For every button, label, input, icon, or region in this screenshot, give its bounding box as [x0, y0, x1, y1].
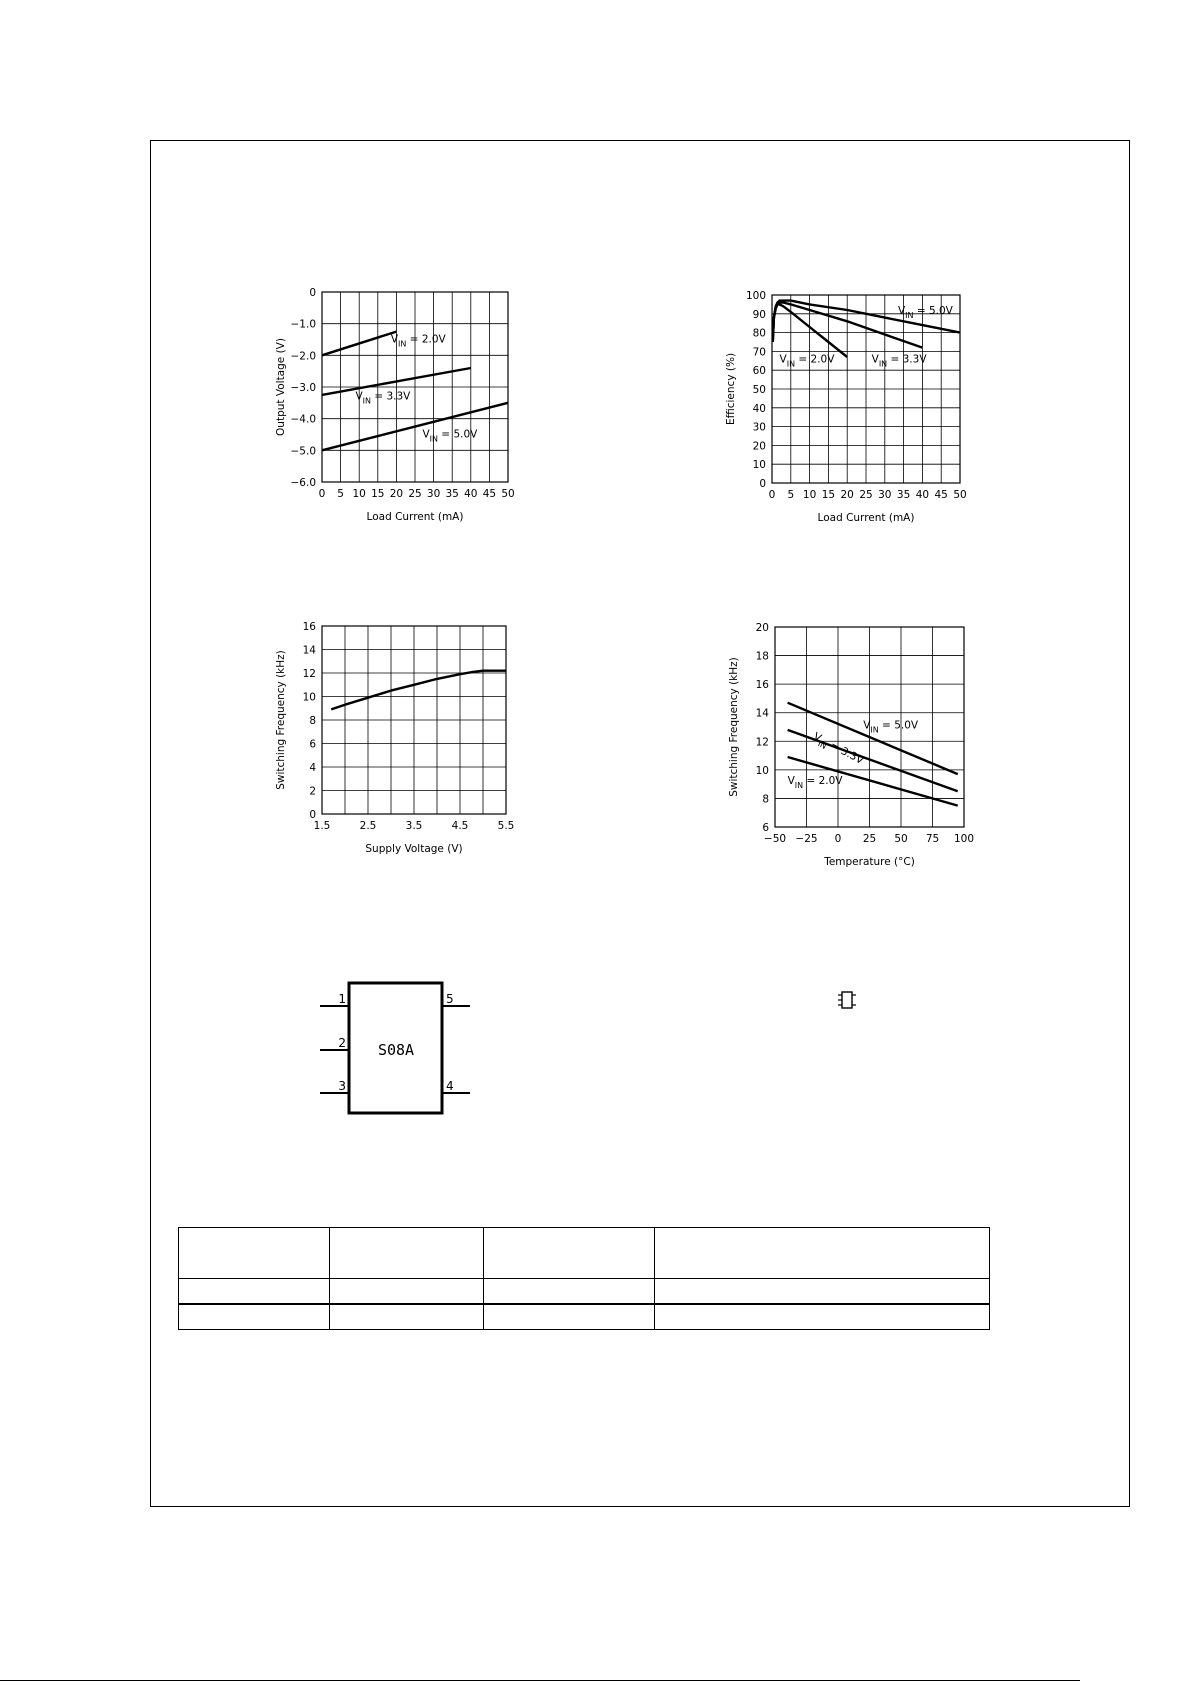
x-tick-label: 25: [408, 488, 422, 500]
y-tick-label: −2.0: [290, 350, 316, 363]
x-tick-label: 4.5: [451, 820, 469, 832]
x-tick-label: 1.5: [313, 820, 331, 832]
y-tick-label: 12: [302, 668, 316, 680]
y-tick-label: 100: [745, 290, 766, 302]
series-annotation: $V_{IN} = 2.0V$: [390, 333, 446, 349]
y-tick-label: −5.0: [290, 445, 316, 458]
y-tick-label: 20: [752, 440, 766, 453]
y-tick-label: −3.0: [290, 382, 316, 394]
x-tick-label: 45: [934, 489, 948, 501]
chart-svg: [695, 613, 994, 877]
y-axis-label: Efficiency (%): [725, 352, 737, 426]
table-cell: [655, 1304, 990, 1330]
table-cell: [179, 1279, 330, 1305]
x-tick-label: 10: [352, 488, 366, 500]
x-tick-label: 40: [464, 488, 478, 500]
x-tick-label: 5.5: [497, 820, 515, 832]
table-cell: [330, 1279, 484, 1305]
table-row: [179, 1304, 990, 1330]
y-tick-label: 10: [302, 691, 316, 704]
y-tick-label: −1.0: [290, 318, 316, 331]
y-tick-label: 8: [309, 715, 316, 727]
frequency-vs-temperature-chart: [695, 613, 994, 877]
x-tick-label: 2.5: [359, 820, 377, 832]
package-pinout-diagram: [300, 970, 480, 1120]
x-tick-label: 30: [878, 489, 892, 501]
x-tick-label: 0: [834, 833, 842, 845]
page-bottom-rule: [0, 1680, 1080, 1681]
table-cell: [655, 1279, 990, 1305]
y-tick-label: 8: [762, 793, 769, 806]
y-axis-label: Output Voltage (V): [275, 338, 287, 436]
series-annotation: $V_{IN} = 5.0V$: [863, 719, 919, 735]
y-tick-label: 2: [309, 785, 316, 798]
y-tick-label: 40: [752, 402, 766, 415]
pin-4-label: 4: [446, 1079, 454, 1093]
table-header-row: [179, 1228, 990, 1279]
series-annotation: $V_{IN} = 2.0V$: [787, 775, 843, 791]
x-tick-label: 35: [896, 489, 911, 501]
package-icon: [836, 989, 858, 1011]
x-axis-label: Load Current (mA): [366, 511, 464, 523]
y-tick-label: 18: [755, 650, 769, 663]
pin-2-label: 2: [338, 1036, 346, 1050]
y-tick-label: 4: [309, 762, 316, 774]
x-tick-label: 15: [371, 488, 385, 500]
x-tick-label: 30: [426, 488, 441, 500]
y-tick-label: 80: [752, 327, 766, 340]
frequency-vs-supply-chart: [242, 612, 536, 864]
x-tick-label: 0: [768, 489, 776, 501]
y-tick-label: 70: [752, 346, 766, 359]
x-tick-label: 0: [318, 488, 326, 500]
series-annotation: $V_{IN} = 3.3V$: [811, 730, 866, 767]
y-axis-label: Switching Frequency (kHz): [275, 650, 287, 790]
x-tick-label: 100: [953, 833, 975, 845]
y-tick-label: 20: [755, 622, 769, 634]
x-axis-label: Temperature (°C): [824, 856, 915, 868]
x-tick-label: 35: [445, 488, 459, 500]
x-tick-label: 25: [859, 489, 873, 501]
y-tick-label: 10: [752, 459, 766, 472]
table-header-cell: [179, 1228, 330, 1279]
output-voltage-chart: [242, 278, 538, 532]
y-tick-label: 10: [755, 764, 769, 777]
y-tick-label: 50: [752, 384, 766, 396]
y-tick-label: 16: [302, 621, 316, 633]
x-axis-label: Load Current (mA): [817, 512, 915, 524]
series-annotation: $V_{IN} = 5.0V$: [897, 304, 953, 320]
series-annotation: $V_{IN} = 2.0V$: [779, 353, 835, 369]
y-tick-label: 0: [309, 809, 316, 821]
chart-svg: [242, 612, 536, 864]
table-header-cell: [330, 1228, 484, 1279]
x-tick-label: 50: [953, 489, 967, 501]
x-tick-label: 3.5: [405, 820, 423, 832]
y-tick-label: 14: [755, 707, 769, 720]
y-tick-label: 12: [755, 736, 769, 749]
series-annotation: $V_{IN} = 3.3V$: [355, 390, 411, 406]
x-tick-label: −25: [795, 833, 818, 845]
x-tick-label: −50: [763, 833, 787, 845]
pin-3-label: 3: [338, 1079, 346, 1093]
efficiency-chart: [692, 281, 990, 533]
table-row: [179, 1279, 990, 1305]
table-cell: [484, 1304, 655, 1330]
table-header-cell: [655, 1228, 990, 1279]
y-tick-label: 30: [752, 421, 766, 434]
x-tick-label: 5: [337, 488, 344, 500]
series-annotation: $V_{IN} = 5.0V$: [422, 428, 478, 444]
x-tick-label: 5: [787, 489, 795, 501]
series-line: [773, 304, 847, 357]
x-tick-label: 50: [501, 488, 515, 500]
y-tick-label: 90: [752, 308, 766, 321]
x-tick-label: 75: [925, 833, 940, 845]
table-cell: [484, 1279, 655, 1305]
y-tick-label: 0: [759, 478, 766, 490]
pin-1-label: 1: [338, 992, 346, 1006]
y-tick-label: 14: [302, 644, 316, 657]
y-tick-label: 6: [309, 738, 316, 751]
y-axis-label: Switching Frequency (kHz): [728, 657, 740, 797]
pin-5-label: 5: [446, 992, 454, 1006]
table-cell: [179, 1304, 330, 1330]
x-axis-label: Supply Voltage (V): [365, 843, 463, 855]
table-header-cell: [484, 1228, 655, 1279]
x-tick-label: 20: [840, 489, 854, 501]
package-part-marking: S08A: [377, 1041, 415, 1059]
y-tick-label: −6.0: [290, 477, 316, 489]
series-line: [331, 671, 506, 710]
x-tick-label: 50: [894, 833, 908, 845]
y-tick-label: 0: [309, 287, 316, 299]
y-tick-label: −4.0: [290, 413, 316, 426]
table-cell: [330, 1304, 484, 1330]
ordering-info-table: [178, 1227, 990, 1330]
chart-svg: [242, 278, 538, 532]
series-annotation: $V_{IN} = 3.3V$: [871, 353, 927, 369]
y-tick-label: 16: [755, 679, 769, 692]
x-tick-label: 10: [802, 489, 817, 501]
x-tick-label: 15: [821, 489, 836, 501]
x-tick-label: 45: [482, 488, 497, 500]
chart-svg: [692, 281, 990, 533]
x-tick-label: 20: [389, 488, 404, 500]
x-tick-label: 40: [915, 489, 930, 501]
y-tick-label: 6: [762, 822, 769, 834]
y-tick-label: 60: [752, 365, 766, 378]
x-tick-label: 25: [862, 833, 877, 845]
